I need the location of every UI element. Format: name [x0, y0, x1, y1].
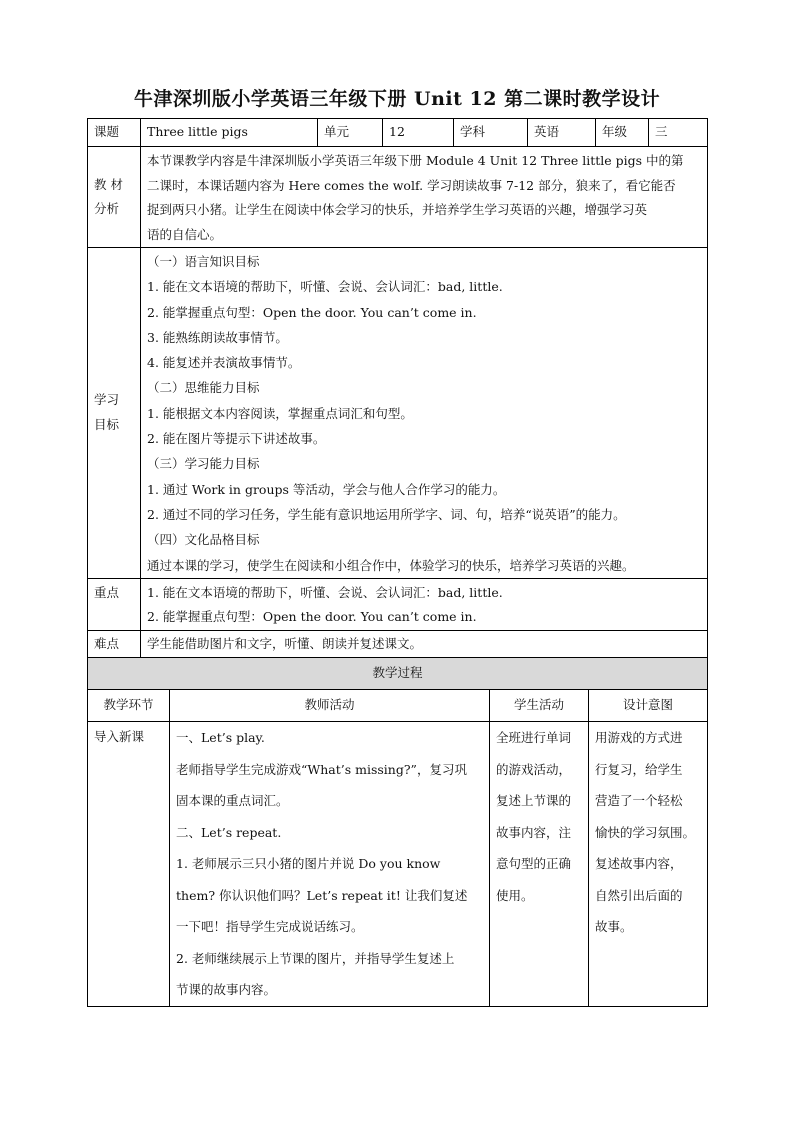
- objectives-label: 学习 目标: [88, 248, 141, 579]
- unit-value: 12: [383, 119, 454, 147]
- difficulties-label: 难点: [88, 630, 141, 657]
- key-points-text: 1. 能在文本语境的帮助下，听懂、会说、会认词汇：bad, little. 2. 能掌握重点句型：Open the door. You can’t come in.: [141, 578, 708, 630]
- teaching-process-table: [87, 657, 708, 1007]
- document-title: 牛津深圳版小学英语三年级下册 Unit 12 第二课时教学设计: [133, 88, 661, 110]
- column-stage: 教学环节: [88, 690, 170, 722]
- stage-name: 导入新课: [88, 722, 170, 1007]
- objectives-text: （一）语言知识目标 1. 能在文本语境的帮助下，听懂、会说、会认词汇：bad, little. 2. 能掌握重点句型：Open the door. You can’t come in. 3. 能熟练朗读故事情节。 4. 能复述并表演故事情节。 （二）思维能力目标 1. 能根据文本内容阅读，掌握重点词汇和句型。 2. 能在图片等提示下讲述故事。 （三）学习能力目标 1. 通过 Work in groups 等活动，学会与他人合作学习的能力。 2. 通过不同的学习任务，学生能有意识地运用所学字、词、句，培养“说英语”的能力。 （四）文化品格目标 通过本课的学习，使学生在阅读和小组合作中，体验学习的快乐，培养学习英语的兴趣。: [141, 248, 708, 579]
- topic-label: 课题: [88, 119, 141, 147]
- design-intent: 用游戏的方式进 行复习，给学生 营造了一个轻松 愉快的学习氛围。 复述故事内容， 自然引出后面的 故事。: [589, 722, 708, 1007]
- difficulties-text: 学生能借助图片和文字，听懂、朗读并复述课文。: [141, 630, 708, 657]
- lesson-info-table: [87, 118, 708, 658]
- teacher-activity: 一、Let’s play. 老师指导学生完成游戏“What’s missing?”，复习巩 固本课的重点词汇。 二、Let’s repeat. 1. 老师展示三只小猪的图片并说 Do you know them? 你认识他们吗？Let’s repeat it! 让我们复述 一下吧！指导学生完成说话练习。 2. 老师继续展示上节课的图片，并指导学生复述上 节课的故事内容。: [170, 722, 490, 1007]
- process-heading: 教学过程: [88, 658, 708, 690]
- analysis-row: [88, 147, 708, 248]
- topic-value: Three little pigs: [141, 119, 318, 147]
- analysis-label: 教 材 分析: [88, 147, 141, 248]
- key-points-row: [88, 578, 708, 630]
- grade-value: 三: [649, 119, 708, 147]
- difficulties-row: [88, 630, 708, 657]
- unit-label: 单元: [318, 119, 383, 147]
- analysis-text: 本节课教学内容是牛津深圳版小学英语三年级下册 Module 4 Unit 12 Three little pigs 中的第 二课时，本课话题内容为 Here comes the wolf. 学习朗读故事 7-12 部分，狼来了，看它能否 捉到两只小猪。让学生在阅读中体会学习的快乐，并培养学生学习英语的兴趣，增强学习英 语的自信心。: [141, 147, 708, 248]
- grade-label: 年级: [596, 119, 649, 147]
- column-teacher: 教师活动: [170, 690, 490, 722]
- column-intent: 设计意图: [589, 690, 708, 722]
- key-points-label: 重点: [88, 578, 141, 630]
- subject-value: 英语: [528, 119, 596, 147]
- process-row-intro: [88, 722, 708, 1007]
- process-columns-row: [88, 690, 708, 722]
- student-activity: 全班进行单词 的游戏活动， 复述上节课的 故事内容，注 意句型的正确 使用。: [490, 722, 589, 1007]
- objectives-row: [88, 248, 708, 579]
- column-student: 学生活动: [490, 690, 589, 722]
- header-row: [88, 119, 708, 147]
- subject-label: 学科: [454, 119, 528, 147]
- process-heading-row: [88, 658, 708, 690]
